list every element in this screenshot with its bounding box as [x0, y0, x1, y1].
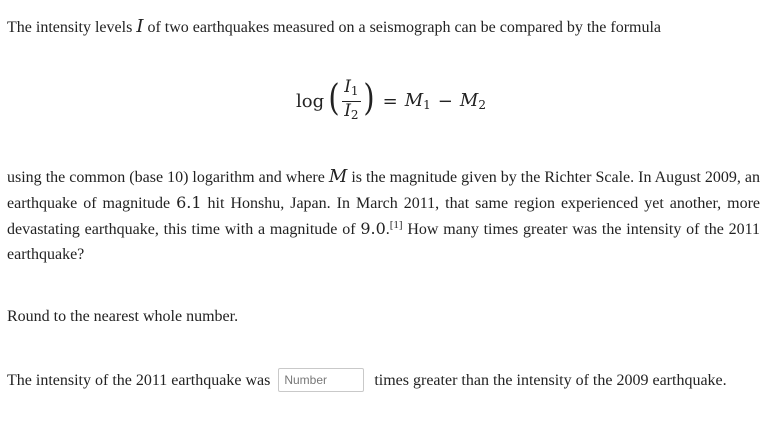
m2-var: M: [459, 90, 479, 111]
intensity-variable: I: [136, 16, 144, 37]
intro-text-before: The intensity levels: [7, 19, 137, 36]
formula-minus: −: [437, 90, 453, 112]
problem-text-1: using the common (base 10) logarithm and where: [7, 169, 329, 186]
answer-text-before: The intensity of the 2011 earthquake was: [7, 372, 271, 389]
intro-paragraph: [7, 14, 760, 40]
intro-text-after: of two earthquakes measured on a seismograph can be compared by the formula: [143, 19, 662, 36]
answer-number-input[interactable]: [278, 368, 364, 392]
problem-text-5: How many times greater was the intensity of the 2011 earthquake?: [7, 221, 761, 263]
m2-subscript: 2: [478, 98, 486, 112]
numerator-subscript: 1: [350, 83, 359, 98]
answer-text-after: times greater than the intensity of the 2009 earthquake.: [374, 372, 727, 389]
formula-denominator: [342, 102, 360, 125]
formula-right-paren: ): [362, 78, 375, 119]
formula-display: [0, 76, 782, 126]
formula-m2: [460, 90, 486, 112]
formula-m1: [405, 90, 431, 112]
answer-input-wrap: [278, 366, 364, 396]
answer-sentence: [7, 366, 760, 396]
magnitude-2011: 9.0: [360, 219, 386, 238]
formula-numerator: [342, 78, 360, 101]
formula-equals: =: [382, 90, 398, 112]
problem-text-3: hit Honshu, Japan. In March 2011, that same region experienced yet another, more devastating earthquake, this time with a magnitude of: [7, 195, 761, 238]
problem-text-2: is the magnitude given by the Richter Scale. In August 2009, an earthquake of magnitude: [7, 169, 760, 212]
formula-left-paren: (: [328, 78, 340, 119]
problem-paragraph: [7, 164, 760, 267]
footnote-link[interactable]: [1]: [389, 219, 403, 231]
formula-fraction: [342, 78, 360, 125]
denominator-var: I: [344, 100, 351, 121]
rounding-instruction: Round to the nearest whole number.: [7, 308, 239, 325]
problem-text-4: .: [385, 221, 390, 238]
m1-var: M: [404, 90, 424, 111]
denominator-subscript: 2: [350, 107, 359, 122]
numerator-var: I: [344, 76, 351, 97]
m1-subscript: 1: [423, 98, 431, 112]
magnitude-2009: 6.1: [176, 193, 202, 212]
magnitude-variable: M: [328, 166, 348, 187]
formula-log: log: [296, 90, 325, 112]
